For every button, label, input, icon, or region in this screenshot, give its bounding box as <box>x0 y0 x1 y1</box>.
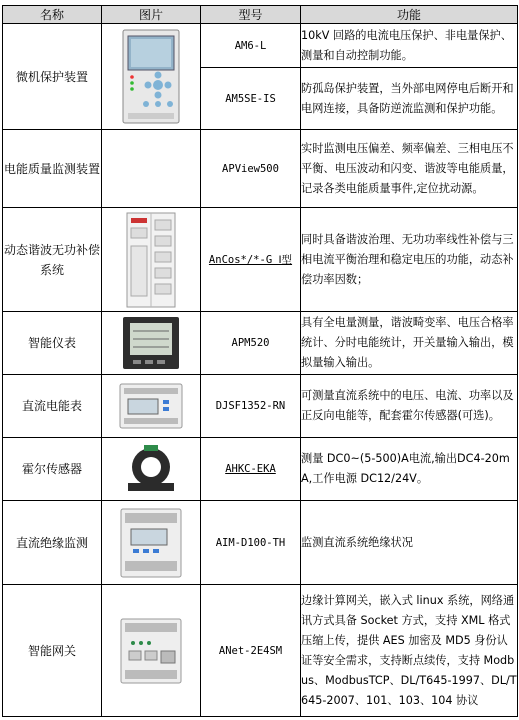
header-model: 型号 <box>201 6 301 24</box>
model-cell: AHKC-EKA <box>201 438 301 501</box>
product-name: 直流电能表 <box>3 375 102 438</box>
function-cell: 同时具备谐波治理、无功功率线性补偿与三相电流平衡治理和稳定电压的功能，动态补偿功率因数； <box>301 208 518 312</box>
function-cell: 边缘计算网关，嵌入式 linux 系统，网络通讯方式具备 Socket 方式，支持 XML 格式压缩上传，提供 AES 加密及 MD5 身份认证等安全需求，支持断点续传，支持 Modbus、ModbusTCP、DL/T645-1997、DL/T645-2007、101、103、104 协议 <box>301 585 518 717</box>
product-name: 智能仪表 <box>3 312 102 375</box>
compensation-cabinet-image <box>102 208 201 312</box>
function-cell: 可测量直流系统中的电压、电流、功率以及正反向电能等，配套霍尔传感器(可选)。 <box>301 375 518 438</box>
model-cell: APM520 <box>201 312 301 375</box>
model-cell: DJSF1352-RN <box>201 375 301 438</box>
table-row <box>3 501 518 585</box>
product-name: 直流绝缘监测 <box>3 501 102 585</box>
dc-energy-meter-image <box>102 375 201 438</box>
function-cell: 监测直流系统绝缘状况 <box>301 501 518 585</box>
insulation-monitor-image <box>102 501 201 585</box>
model-cell: ANet-2E4SM <box>201 585 301 717</box>
header-function: 功能 <box>301 6 518 24</box>
table-row <box>3 130 518 208</box>
smart-meter-image <box>102 312 201 375</box>
product-name: 微机保护装置 <box>3 24 102 130</box>
model-cell: AM5SE-IS <box>201 68 301 130</box>
model-cell: AnCos*/*-G Ⅰ型 <box>201 208 301 312</box>
hall-sensor-image <box>102 438 201 501</box>
table-row <box>3 585 518 717</box>
function-cell: 10kV 回路的电流电压保护、非电量保护、测量和自动控制功能。 <box>301 24 518 68</box>
protection-relay-image <box>102 24 201 130</box>
product-name: 霍尔传感器 <box>3 438 102 501</box>
header-picture: 图片 <box>102 6 201 24</box>
picture-cell-empty <box>102 130 201 208</box>
table-row <box>3 312 518 375</box>
table-header-row <box>3 6 518 24</box>
model-cell: AM6-L <box>201 24 301 68</box>
product-name: 动态谐波无功补偿系统 <box>3 208 102 312</box>
header-name: 名称 <box>3 6 102 24</box>
product-name: 智能网关 <box>3 585 102 717</box>
function-cell: 防孤岛保护装置，当外部电网停电后断开和电网连接，具备防逆流监测和保护功能。 <box>301 68 518 130</box>
function-cell: 测量 DC0~(5-500)A电流,输出DC4-20mA,工作电源 DC12/24V。 <box>301 438 518 501</box>
function-cell: 具有全电量测量，谐波畸变率、电压合格率统计、分时电能统计，开关量输入输出，模拟量输入输出。 <box>301 312 518 375</box>
table-row <box>3 24 518 68</box>
table-row <box>3 208 518 312</box>
product-name: 电能质量监测装置 <box>3 130 102 208</box>
model-cell: APView500 <box>201 130 301 208</box>
smart-gateway-image <box>102 585 201 717</box>
table-row <box>3 438 518 501</box>
table-row <box>3 375 518 438</box>
product-spec-table <box>2 5 518 717</box>
model-cell: AIM-D100-TH <box>201 501 301 585</box>
function-cell: 实时监测电压偏差、频率偏差、三相电压不平衡、电压波动和闪变、谐波等电能质量，记录各类电能质量事件,定位扰动源。 <box>301 130 518 208</box>
